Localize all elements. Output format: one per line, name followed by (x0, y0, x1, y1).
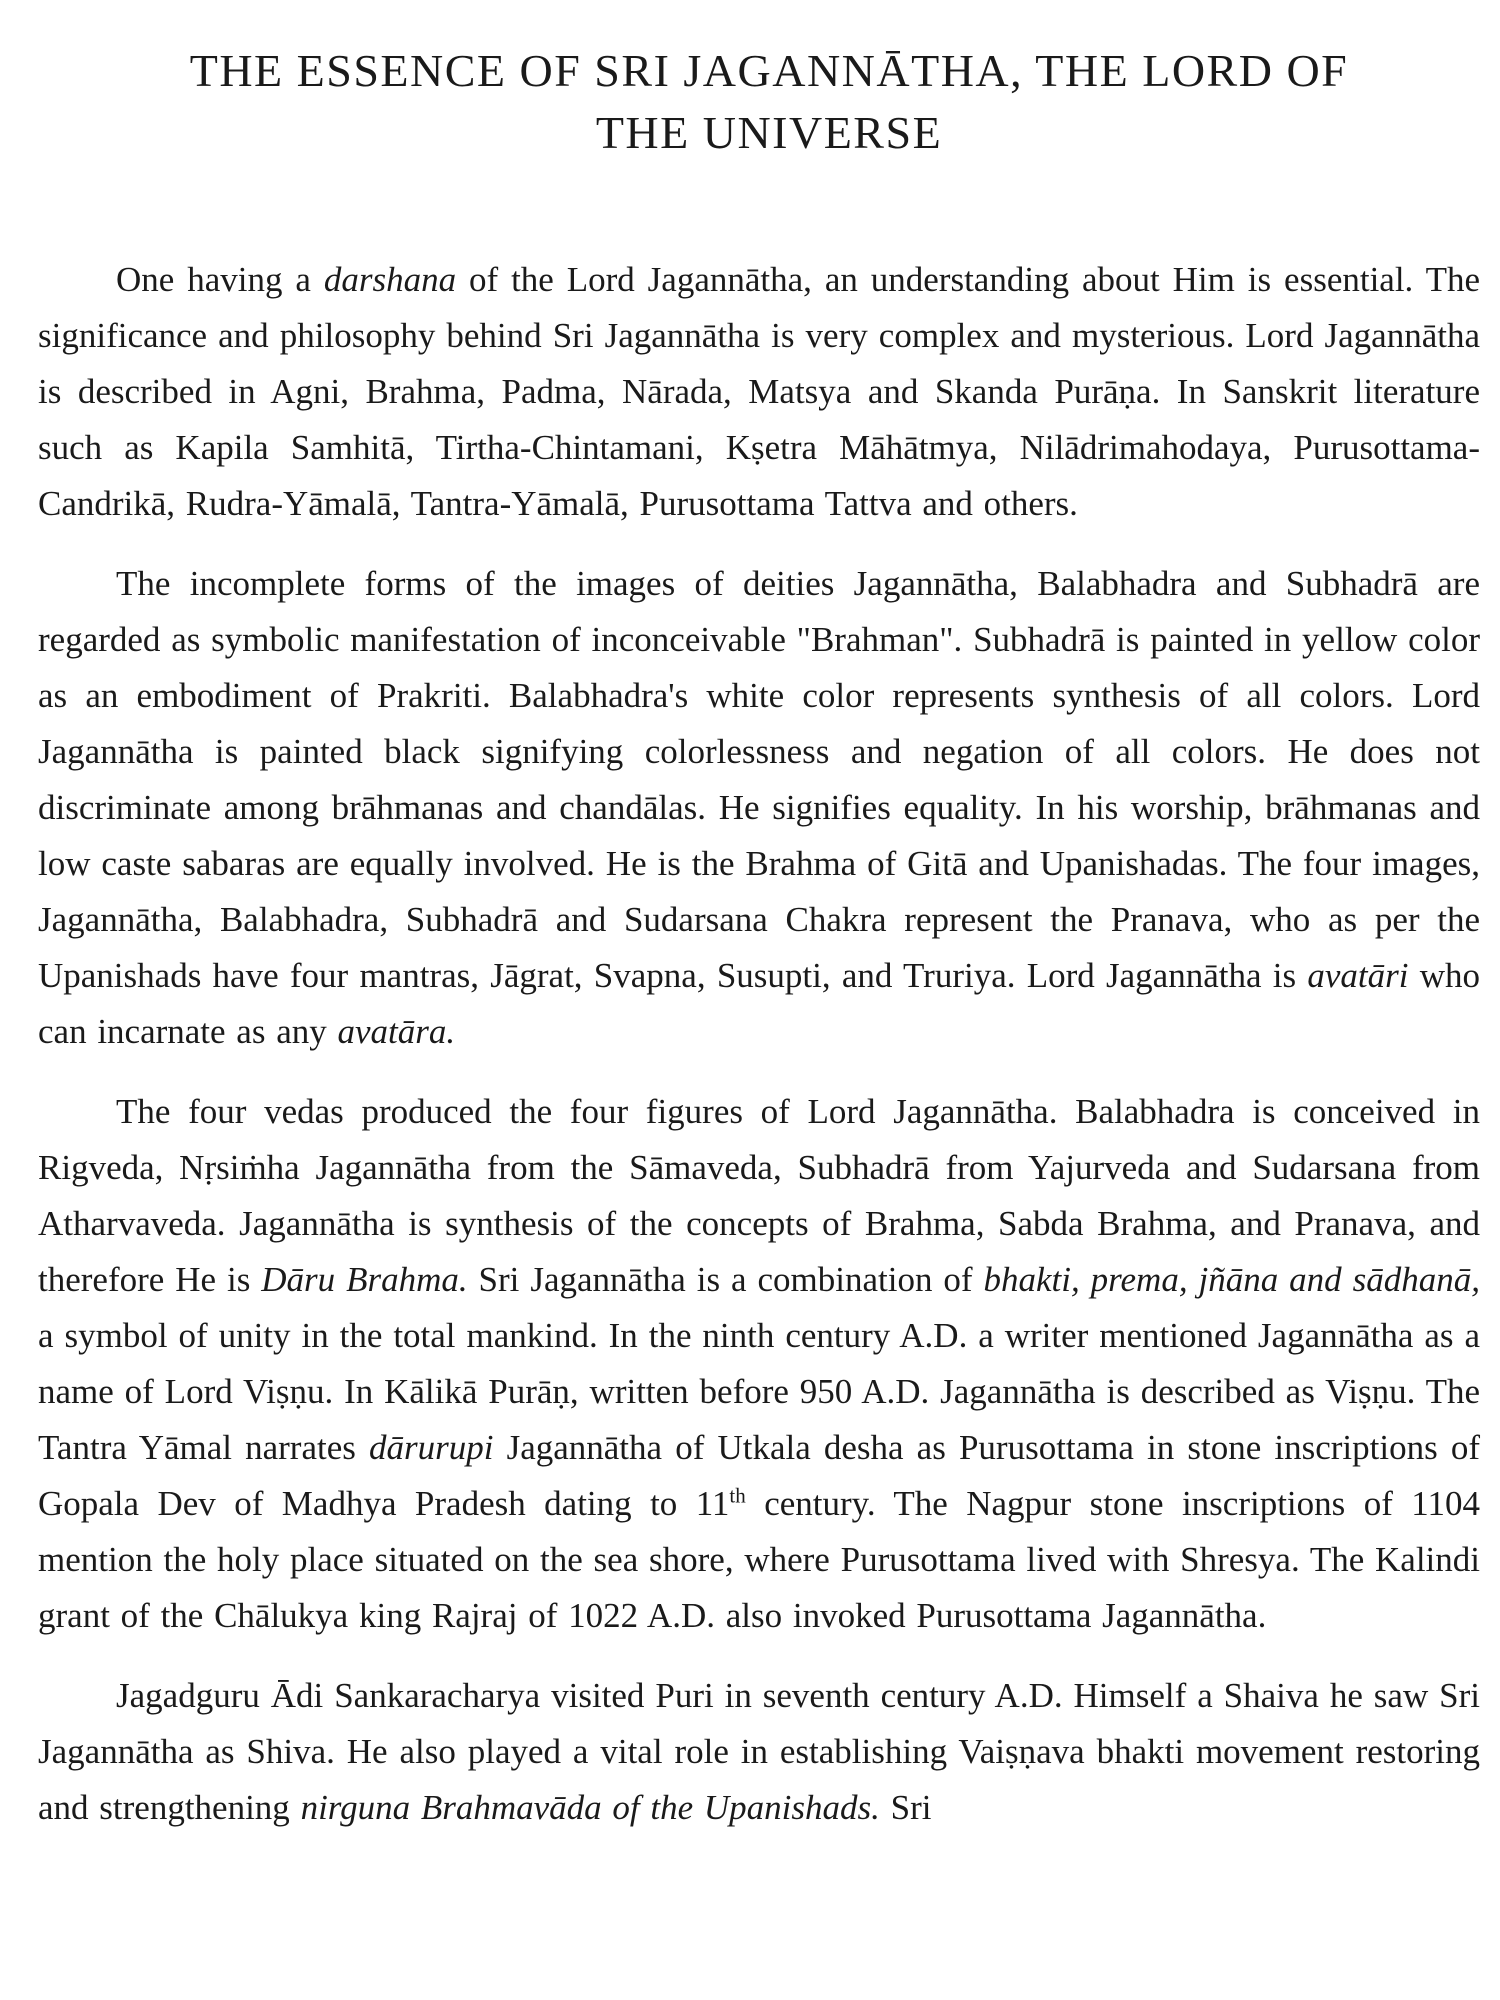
paragraph-2 (38, 556, 1480, 1060)
text-run: Sri (879, 1788, 932, 1827)
italic-term: nirguna Brahmavāda of the Upanishads. (300, 1788, 880, 1827)
title-line-1: THE ESSENCE OF SRI JAGANNĀTHA, THE LORD OF (189, 45, 1349, 96)
text-run: The four vedas produced the four figures of Lord Jagannātha. Balabhadra is conceived in Rigveda, Nṛsiṁha Jagannātha from the Sāmaveda, Subhadrā from Yajurveda and Sudarsana from Atharvaveda. Jagannātha is synthesis of the concepts of Brahma, Sabda Brahma, and Pranava, and therefore He is (38, 1092, 1480, 1299)
page-title (38, 40, 1480, 164)
text-run: Sri Jagannātha is a combination of (467, 1260, 984, 1299)
text-run: of the Lord Jagannātha, an understanding about Him is essential. The significance and philosophy behind Sri Jagannātha is very complex and mysterious. Lord Jagannātha is described in Agni, Brahma, Padma, Nārada, Matsya and Skanda Purāṇa. In Sanskrit literature such as Kapila Samhitā, Tirtha-Chintamani, Kṣetra Māhātmya, Nilādrimahodaya, Purusottama-Candrikā, Rudra-Yāmalā, Tantra-Yāmalā, Purusottama Tattva and others. (38, 260, 1480, 523)
paragraph-1 (38, 252, 1480, 532)
italic-term: Dāru Brahma. (261, 1260, 468, 1299)
paragraph-3 (38, 1084, 1480, 1644)
ordinal-superscript: th (729, 1483, 746, 1508)
italic-term: avatāra. (337, 1012, 456, 1051)
text-run: One having a (116, 260, 324, 299)
italic-term: bhakti, prema, jñāna and sādhanā, (983, 1260, 1480, 1299)
paragraph-4 (38, 1668, 1480, 1836)
text-run: The incomplete forms of the images of deities Jagannātha, Balabhadra and Subhadrā are regarded as symbolic manifestation of inconceivable "Brahman". Subhadrā is painted in yellow color as an embodiment of Prakriti. Balabhadra's white color represents synthesis of all colors. Lord Jagannātha is painted black signifying colorlessness and negation of all colors. He does not discriminate among brāhmanas and chandālas. He signifies equality. In his worship, brāhmanas and low caste sabaras are equally involved. He is the Brahma of Gitā and Upanishadas. The four images, Jagannātha, Balabhadra, Subhadrā and Sudarsana Chakra represent the Pranava, who as per the Upanishads have four mantras, Jāgrat, Svapna, Susupti, and Truriya. Lord Jagannātha is (38, 564, 1480, 995)
text-run: Jagannātha of Utkala desha as Purusottama in stone inscriptions of Gopala Dev of Madhya Pradesh dating to 11 (38, 1428, 1480, 1523)
italic-term: avatāri (1307, 956, 1409, 995)
title-line-2: THE UNIVERSE (595, 107, 943, 158)
text-run: a symbol of unity in the total mankind. In the ninth century A.D. a writer mentioned Jagannātha as a name of Lord Viṣṇu. In Kālikā Purāṇ, written before 950 A.D. Jagannātha is described as Viṣṇu. The Tantra Yāmal narrates (38, 1316, 1480, 1467)
text-run: century. The Nagpur stone inscriptions of 1104 mention the holy place situated on the sea shore, where Purusottama lived with Shresya. The Kalindi grant of the Chālukya king Rajraj of 1022 A.D. also invoked Purusottama Jagannātha. (38, 1484, 1480, 1635)
text-run: Jagadguru Ādi Sankaracharya visited Puri in seventh century A.D. Himself a Shaiva he saw Sri Jagannātha as Shiva. He also played a vital role in establishing Vaiṣṇava bhakti movement restoring and strengthening (38, 1676, 1480, 1827)
italic-term: darshana (323, 260, 457, 299)
italic-term: dārurupi (369, 1428, 494, 1467)
text-run: who can incarnate as any (38, 956, 1480, 1051)
